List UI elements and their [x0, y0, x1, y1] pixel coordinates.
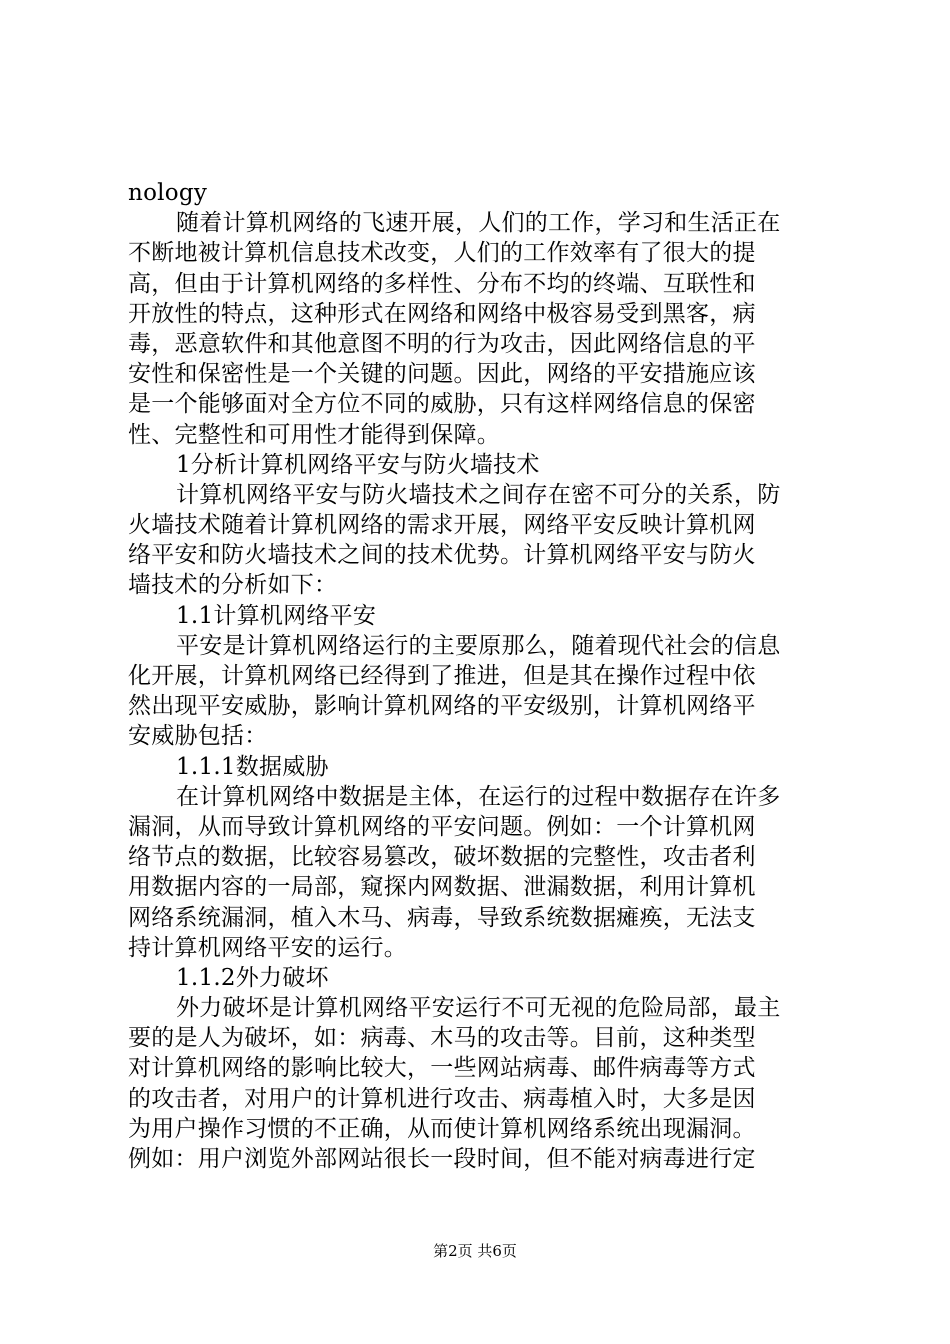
text-line: 化开展，计算机网络已经得到了推进，但是其在操作过程中依 [128, 663, 756, 689]
text-line: 开放性的特点，这种形式在网络和网络中极容易受到黑客，病 [128, 300, 756, 327]
text-line: 然出现平安威胁，影响计算机网络的平安级别，计算机网络平 [128, 693, 756, 720]
text-line: 络平安和防火墙技术之间的技术优势。计算机网络平安与防火 [128, 542, 756, 569]
text-line: 的攻击者，对用户的计算机进行攻击、病毒植入时，大多是因 [128, 1085, 756, 1112]
text-line: 外力破坏是计算机网络平安运行不可无视的危险局部，最主 [176, 995, 781, 1022]
text-line: 1.1.1数据威胁 [176, 753, 329, 780]
text-line: 例如：用户浏览外部网站很长一段时间，但不能对病毒进行定 [128, 1146, 756, 1172]
text-line: 1.1.2外力破坏 [176, 964, 329, 991]
text-line: 用数据内容的一局部，窥探内网数据、泄漏数据，利用计算机 [128, 874, 756, 901]
text-line: 高，但由于计算机网络的多样性、分布不均的终端、互联性和 [128, 270, 756, 297]
text-line: 不断地被计算机信息技术改变，人们的工作效率有了很大的提 [128, 240, 756, 267]
text-line: 墙技术的分析如下： [128, 572, 338, 599]
text-line: 络节点的数据，比较容易篡改，破坏数据的完整性，攻击者利 [128, 844, 756, 871]
text-line: 要的是人为破坏，如：病毒、木马的攻击等。目前，这种类型 [128, 1025, 756, 1052]
text-line: 随着计算机网络的飞速开展，人们的工作，学习和生活正在 [176, 210, 781, 237]
text-line: 持计算机网络平安的运行。 [128, 934, 407, 961]
text-line: nology [128, 180, 208, 206]
text-line: 1分析计算机网络平安与防火墙技术 [176, 451, 540, 478]
text-line: 对计算机网络的影响比较大，一些网站病毒、邮件病毒等方式 [128, 1055, 756, 1082]
text-line: 在计算机网络中数据是主体，在运行的过程中数据存在许多 [176, 783, 781, 810]
text-line: 火墙技术随着计算机网络的需求开展，网络平安反映计算机网 [128, 512, 756, 539]
text-line: 安性和保密性是一个关键的问题。因此，网络的平安措施应该 [128, 361, 756, 388]
document-body [128, 178, 838, 1174]
text-line: 平安是计算机网络运行的主要原那么，随着现代社会的信息 [176, 632, 781, 659]
text-line: 网络系统漏洞，植入木马、病毒，导致系统数据瘫痪，无法支 [128, 904, 756, 931]
page-footer: 第2页 共6页 [433, 1242, 517, 1260]
text-line: 是一个能够面对全方位不同的威胁，只有这样网络信息的保密 [128, 391, 756, 418]
text-line: 为用户操作习惯的不正确，从而使计算机网络系统出现漏洞。 [128, 1115, 756, 1142]
text-line: 1.1计算机网络平安 [176, 602, 377, 629]
text-line: 计算机网络平安与防火墙技术之间存在密不可分的关系，防 [176, 481, 781, 508]
text-line: 漏洞，从而导致计算机网络的平安问题。例如：一个计算机网 [128, 813, 756, 840]
text-line: 性、完整性和可用性才能得到保障。 [128, 421, 500, 448]
text-line: 毒，恶意软件和其他意图不明的行为攻击，因此网络信息的平 [128, 330, 756, 357]
text-line: 安威胁包括： [128, 723, 268, 750]
